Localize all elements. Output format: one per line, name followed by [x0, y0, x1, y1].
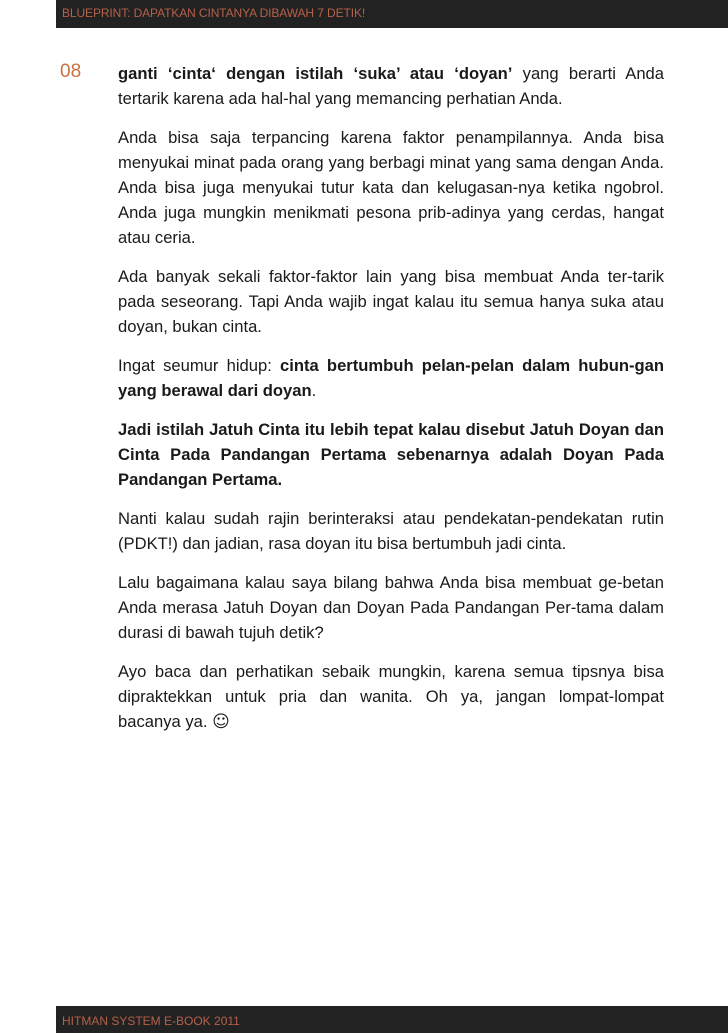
- body-text: [118, 61, 664, 749]
- paragraph: [118, 61, 664, 111]
- header-bar: [56, 0, 728, 28]
- footer-bar: [56, 1006, 728, 1033]
- bold-paragraph: Jadi istilah Jatuh Cinta itu lebih tepat kalau disebut Jatuh Doyan dan Cinta Pada Pandangan Pertama sebenarnya adalah Doyan Pada Pandangan Pertama.: [118, 420, 664, 489]
- page-number: 08: [60, 61, 82, 82]
- bold-lead: ganti ‘cinta‘ dengan istilah ‘suka’ atau ‘doyan’: [118, 64, 513, 83]
- footer-title: HITMAN SYSTEM E-BOOK 2011: [62, 1014, 240, 1028]
- paragraph-tail: .: [311, 381, 317, 400]
- paragraph-text: Ayo baca dan perhatikan sebaik mungkin, karena semua tipsnya bisa dipraktekkan untuk pria dan wanita. Oh ya, jangan lompat-lompat bacanya ya.: [118, 662, 664, 731]
- paragraph-lead: Ingat seumur hidup:: [118, 356, 281, 375]
- smiley-icon: ☺: [212, 712, 230, 732]
- paragraph: Lalu bagaimana kalau saya bilang bahwa Anda bisa membuat ge-betan Anda merasa Jatuh Doyan dan Doyan Pada Pandangan Per-tama dalam durasi di bawah tujuh detik?: [118, 573, 664, 642]
- paragraph-text: yang berarti Anda tertarik karena ada hal-hal yang memancing perhatian Anda.: [118, 64, 664, 108]
- paragraph: [118, 659, 664, 735]
- paragraph: [118, 353, 664, 403]
- paragraph: Ada banyak sekali faktor-faktor lain yang bisa membuat Anda ter-tarik pada seseorang. Tapi Anda wajib ingat kalau itu semua hanya suka atau doyan, bukan cinta.: [118, 267, 664, 336]
- header-title: BLUEPRINT: DAPATKAN CINTANYA DIBAWAH 7 DETIK!: [62, 6, 366, 20]
- paragraph: [118, 417, 664, 492]
- bold-phrase: cinta bertumbuh pelan-pelan dalam hubun-gan yang berawal dari doyan: [118, 356, 664, 400]
- paragraph: Nanti kalau sudah rajin berinteraksi atau pendekatan-pendekatan rutin (PDKT!) dan jadian, rasa doyan itu bisa bertumbuh jadi cinta.: [118, 509, 664, 553]
- paragraph: Anda bisa saja terpancing karena faktor penampilannya. Anda bisa menyukai minat pada orang yang berbagi minat yang sama dengan Anda. Anda bisa juga menyukai tutur kata dan kelugasan-nya ketika ngobrol. Anda juga mungkin menikmati pesona prib-adinya yang cerdas, hangat atau ceria.: [118, 128, 664, 247]
